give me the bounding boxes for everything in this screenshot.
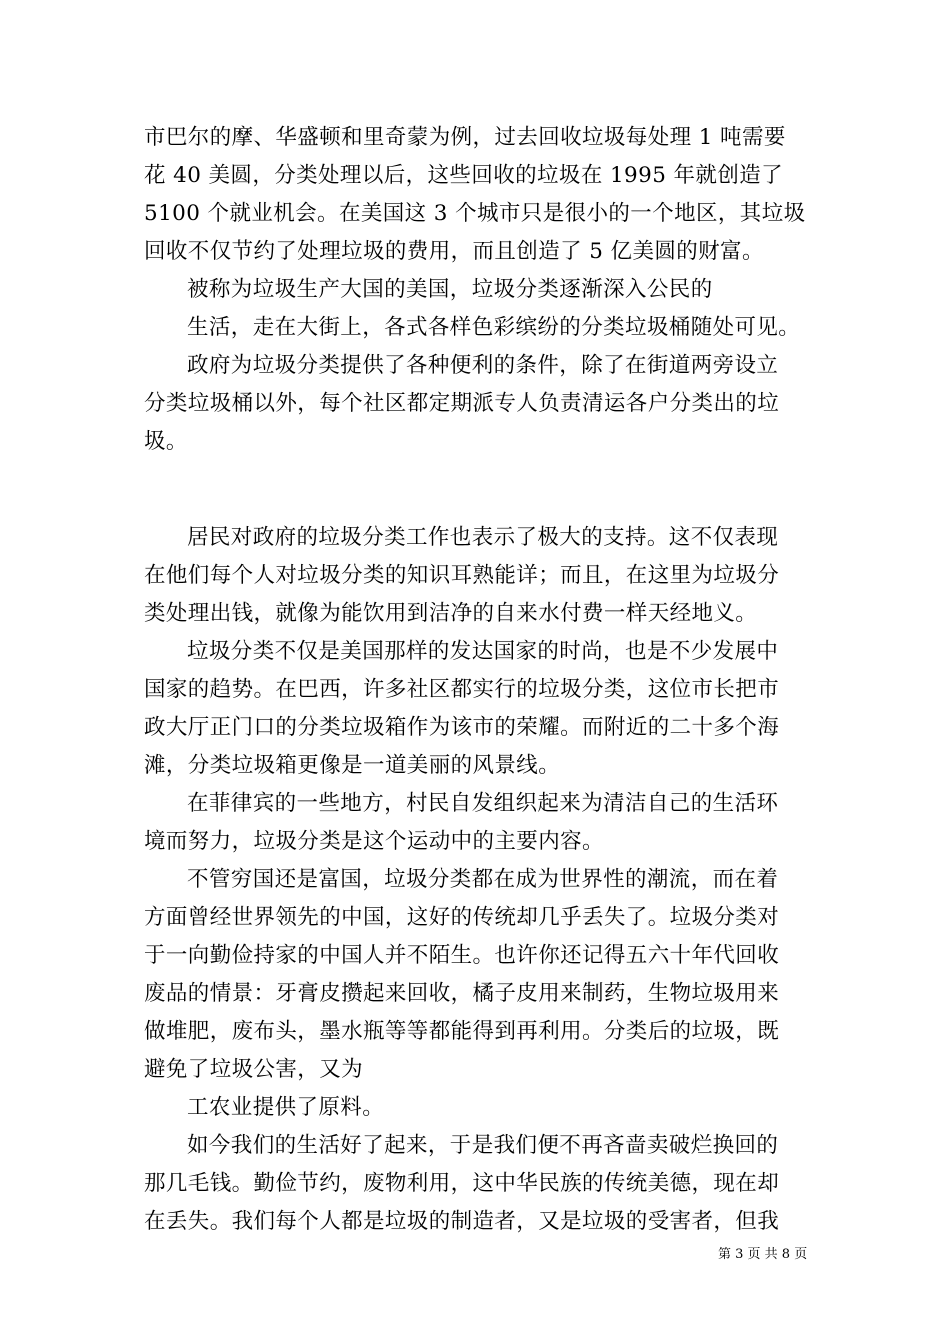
text-line: 滩，分类垃圾箱更像是一道美丽的风景线。 (144, 753, 561, 778)
text-line: 居民对政府的垃圾分类工作也表示了极大的支持。这不仅表现 (187, 525, 779, 550)
text-line: 避免了垃圾公害，又为 (144, 1057, 364, 1082)
text-line: 在菲律宾的一些地方，村民自发组织起来为清洁自己的生活环 (187, 791, 779, 816)
text-line: 垃圾分类不仅是美国那样的发达国家的时尚，也是不少发展中 (187, 639, 779, 664)
text-line: 政大厅正门口的分类垃圾箱作为该市的荣耀。而附近的二十多个海 (144, 715, 780, 740)
text-line: 在他们每个人对垃圾分类的知识耳熟能详；而且，在这里为垃圾分 (144, 563, 780, 588)
text-line: 工农业提供了原料。 (187, 1095, 385, 1120)
text-line: 方面曾经世界领先的中国，这好的传统却几乎丢失了。垃圾分类对 (144, 905, 780, 930)
page-number-footer: 第 3 页 共 8 页 (718, 1247, 808, 1262)
text-line: 不管穷国还是富国，垃圾分类都在成为世界性的潮流，而在着 (187, 867, 779, 892)
text-line: 做堆肥，废布头，墨水瓶等等都能得到再利用。分类后的垃圾，既 (144, 1019, 780, 1044)
text-line: 境而努力，垃圾分类是这个运动中的主要内容。 (144, 829, 604, 854)
text-line: 在丢失。我们每个人都是垃圾的制造者，又是垃圾的受害者，但我 (144, 1209, 780, 1234)
text-line: 5100 个就业机会。在美国这 3 个城市只是很小的一个地区，其垃圾 (144, 201, 806, 226)
text-line: 那几毛钱。勤俭节约，废物利用，这中华民族的传统美德，现在却 (144, 1171, 780, 1196)
text-line: 回收不仅节约了处理垃圾的费用，而且创造了 5 亿美圆的财富。 (144, 239, 764, 264)
text-line: 生活，走在大街上，各式各样色彩缤纷的分类垃圾桶随处可见。 (187, 315, 801, 340)
text-line: 花 40 美圆，分类处理以后，这些回收的垃圾在 1995 年就创造了 (144, 163, 784, 188)
text-line: 圾。 (144, 429, 188, 454)
text-line: 如今我们的生活好了起来，于是我们便不再吝啬卖破烂换回的 (187, 1133, 779, 1158)
text-line: 政府为垃圾分类提供了各种便利的条件，除了在街道两旁设立 (187, 353, 779, 378)
text-line: 类处理出钱，就像为能饮用到洁净的自来水付费一样天经地义。 (144, 601, 758, 626)
text-line: 国家的趋势。在巴西，许多社区都实行的垃圾分类，这位市长把市 (144, 677, 780, 702)
text-line: 市巴尔的摩、华盛顿和里奇蒙为例，过去回收垃圾每处理 1 吨需要 (144, 125, 786, 150)
text-line: 分类垃圾桶以外，每个社区都定期派专人负责清运各户分类出的垃 (144, 391, 780, 416)
text-line: 废品的情景：牙膏皮攒起来回收，橘子皮用来制药，生物垃圾用来 (144, 981, 780, 1006)
text-line: 于一向勤俭持家的中国人并不陌生。也许你还记得五六十年代回收 (144, 943, 780, 968)
text-line: 被称为垃圾生产大国的美国，垃圾分类逐渐深入公民的 (187, 277, 713, 302)
